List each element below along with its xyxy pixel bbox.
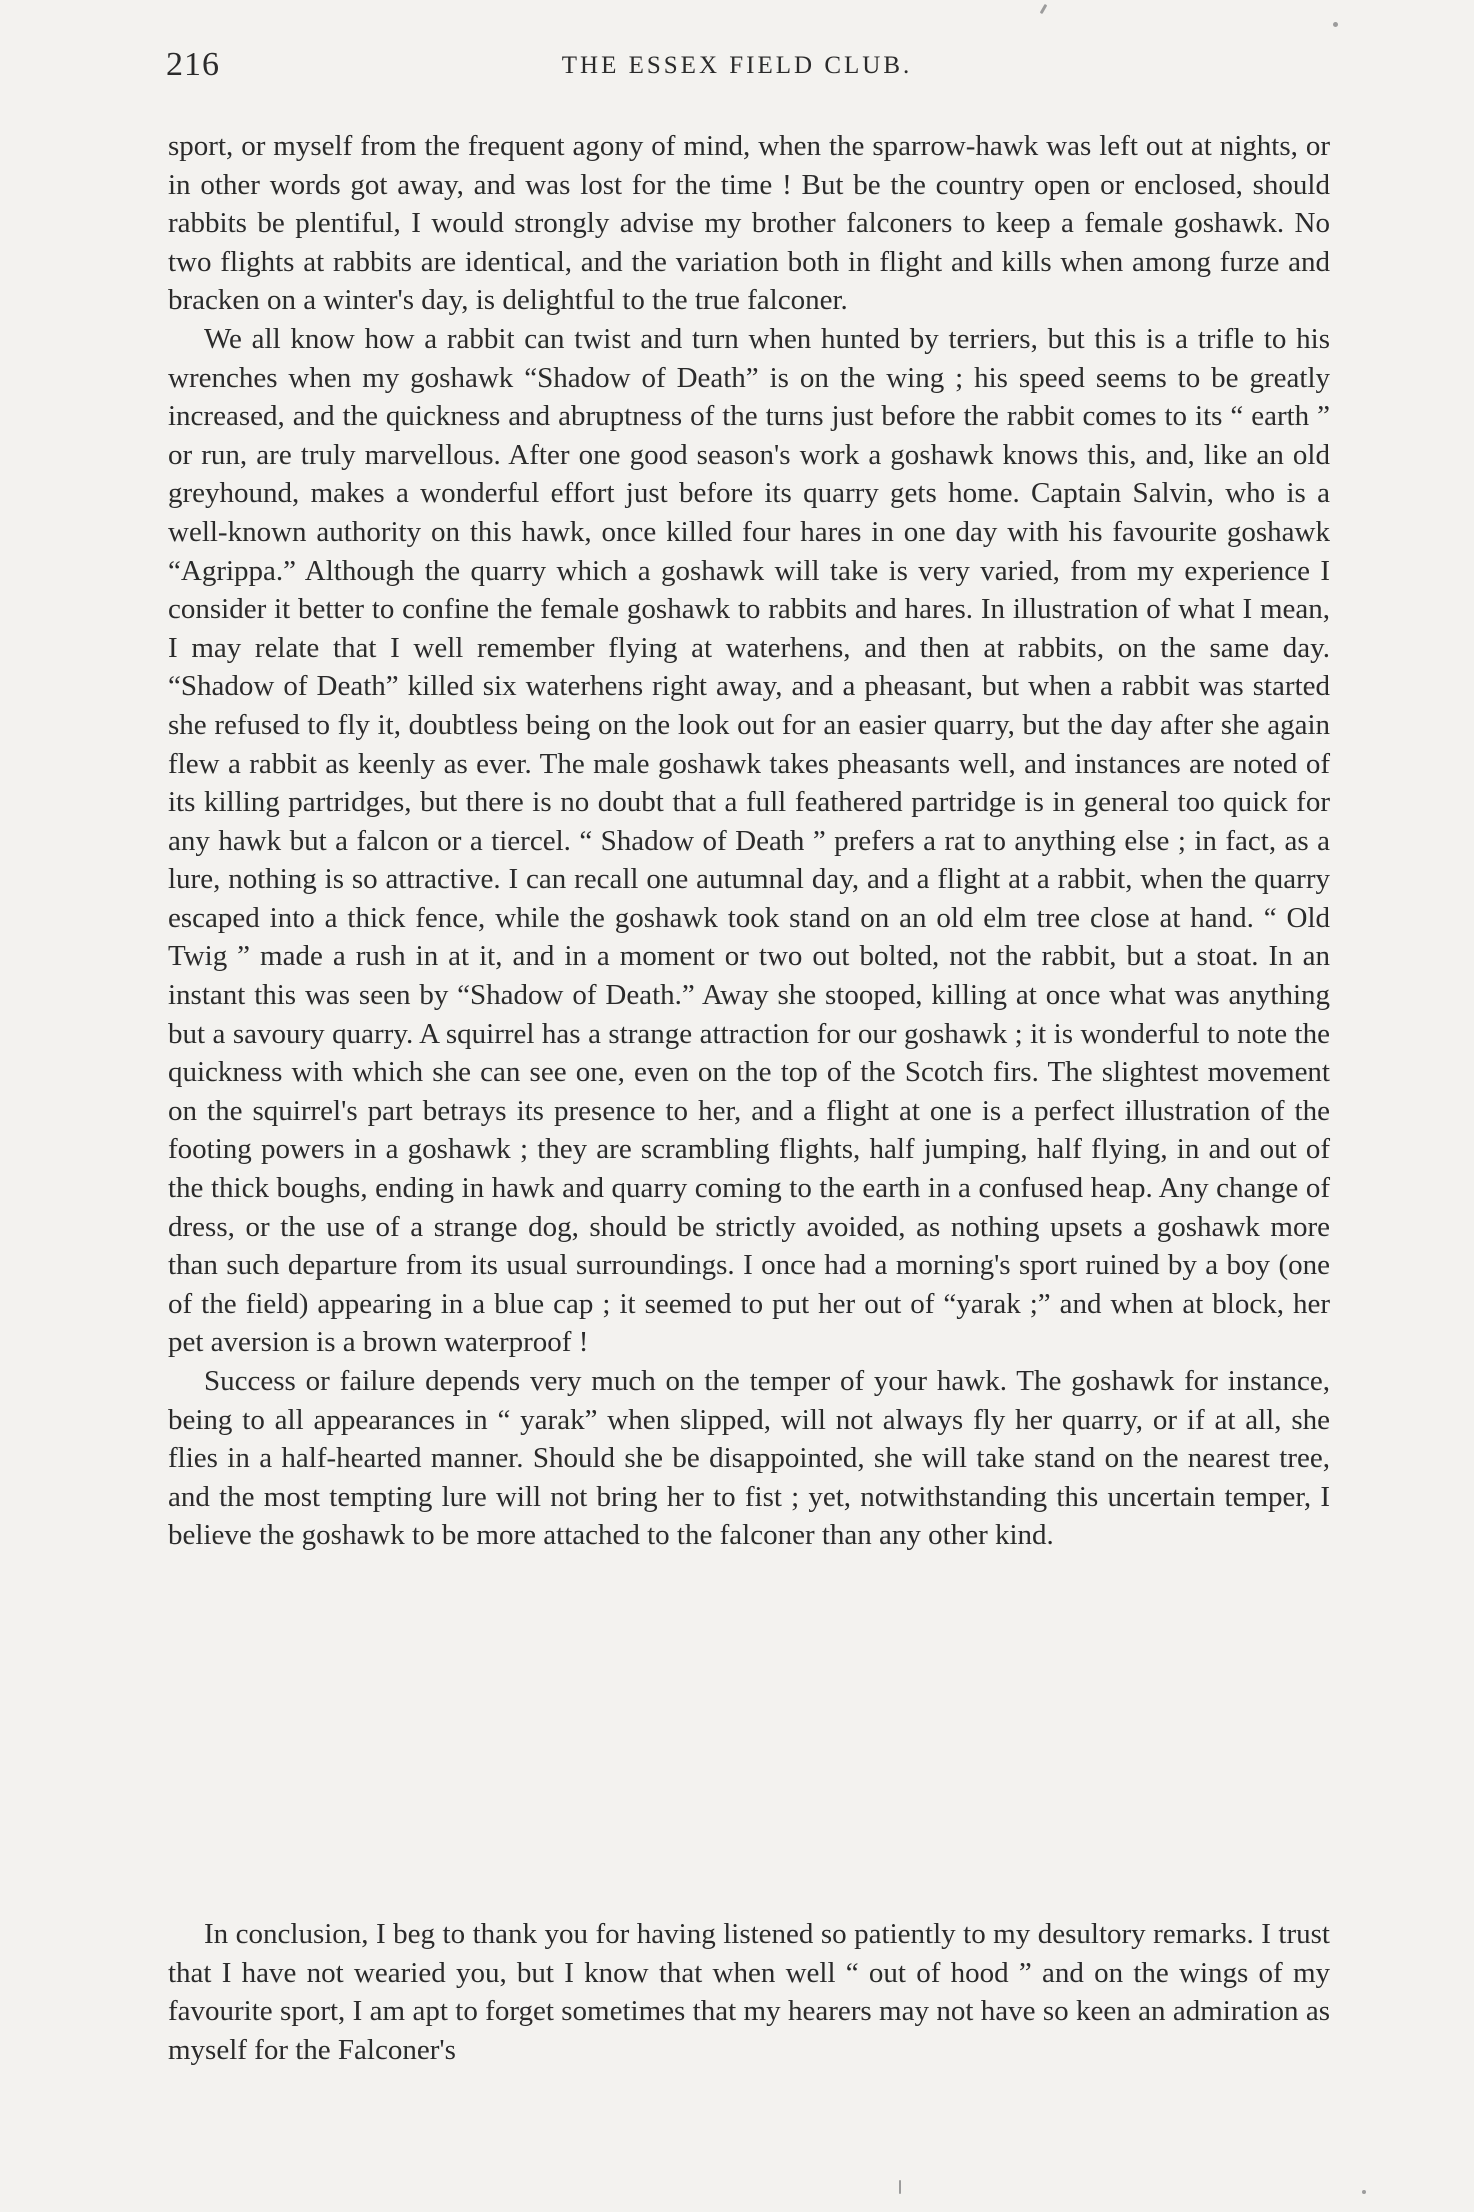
conclusion-text: [168, 1915, 1330, 2069]
paragraph-conclusion: In conclusion, I beg to thank you for having listened so patiently to my desultory remarks. I trust that I have not wearied you, but I know that when well “ out of hood ” and on the wings of my favourite sport, I am apt to forget sometimes that my hearers may not have so keen an admiration as myself for the Falconer's: [168, 1918, 1330, 2066]
paragraph-temper: Success or failure depends very much on the temper of your hawk. The goshawk for instance, being to all appearances in “ yarak” when slipped, will not always fly her quarry, or if at all, she flies in a half-hearted manner. Should she be disappointed, she will take stand on the nearest tree, and the most tempting lure will not bring her to fist ; yet, notwithstanding this uncertain temper, I believe the goshawk to be more attached to the falconer than any other kind.: [168, 1365, 1330, 1552]
main-text: [168, 127, 1330, 1555]
paper-speck: [899, 2180, 901, 2194]
running-title: THE ESSEX FIELD CLUB.: [561, 52, 913, 79]
paper-speck: [1040, 4, 1048, 14]
paragraph-shadow-of-death: We all know how a rabbit can twist and turn when hunted by terriers, but this is a trifle to his wrenches when my goshawk “Shadow of Death” is on the wing ; his speed seems to be greatly increased, and the quickness and abruptness of the turns just before the rabbit comes to its “ earth ” or run, are truly marvellous. After one good season's work a goshawk knows this, and, like an old greyhound, makes a wonderful effort just before its quarry gets home. Captain Salvin, who is a well-known authority on this hawk, once killed four hares in one day with his favourite goshawk “Agrippa.” Although the quarry which a goshawk will take is very varied, from my experience I consider it better to confine the female goshawk to rabbits and hares. In illustration of what I mean, I may relate that I well remember flying at waterhens, and then at rabbits, on the same day. “Shadow of Death” killed six waterhens right away, and a pheasant, but when a rabbit was started she refused to fly it, doubtless being on the look out for an easier quarry, but the day after she again flew a rabbit as keenly as ever. The male goshawk takes pheasants well, and instances are noted of its killing partridges, but there is no doubt that a full feathered partridge is in general too quick for any hawk but a falcon or a tiercel. “ Shadow of Death ” prefers a rat to anything else ; in fact, as a lure, nothing is so attractive. I can recall one autumnal day, and a flight at a rabbit, when the quarry escaped into a thick fence, while the goshawk took stand on an old elm tree close at hand. “ Old Twig ” made a rush in at it, and in a moment or two out bolted, not the rabbit, but a stoat. In an instant this was seen by “Shadow of Death.” Away she stooped, killing at once what was anything but a savoury quarry. A squirrel has a strange attraction for our goshawk ; it is wonderful to note the quickness with which she can see one, even on the top of the Scotch firs. The slightest movement on the squirrel's part betrays its presence to her, and a flight at one is a perfect illustration of the footing powers in a goshawk ; they are scrambling flights, half jumping, half flying, in and out of the thick boughs, ending in hawk and quarry coming to the earth in a confused heap. Any change of dress, or the use of a strange dog, should be strictly avoided, as nothing upsets a goshawk more than such departure from its usual surroundings. I once had a morning's sport ruined by a boy (one of the field) appearing in a blue cap ; it seemed to put her out of “yarak ;” and when at block, her pet aversion is a brown waterproof !: [168, 322, 1330, 1359]
paper-speck: [1362, 2190, 1366, 2194]
page-number: 216: [166, 46, 220, 83]
paragraph-continued: sport, or myself from the frequent agony of mind, when the sparrow-hawk was left out at nights, or in other words got away, and was lost for the time ! But be the country open or enclosed, should rabbits be plentiful, I would strongly advise my brother falconers to keep a female goshawk. No two flights at rabbits are identical, and the variation both in flight and kills when among furze and bracken on a winter's day, is delightful to the true falconer.: [168, 130, 1330, 317]
paper-speck: [1333, 22, 1338, 27]
